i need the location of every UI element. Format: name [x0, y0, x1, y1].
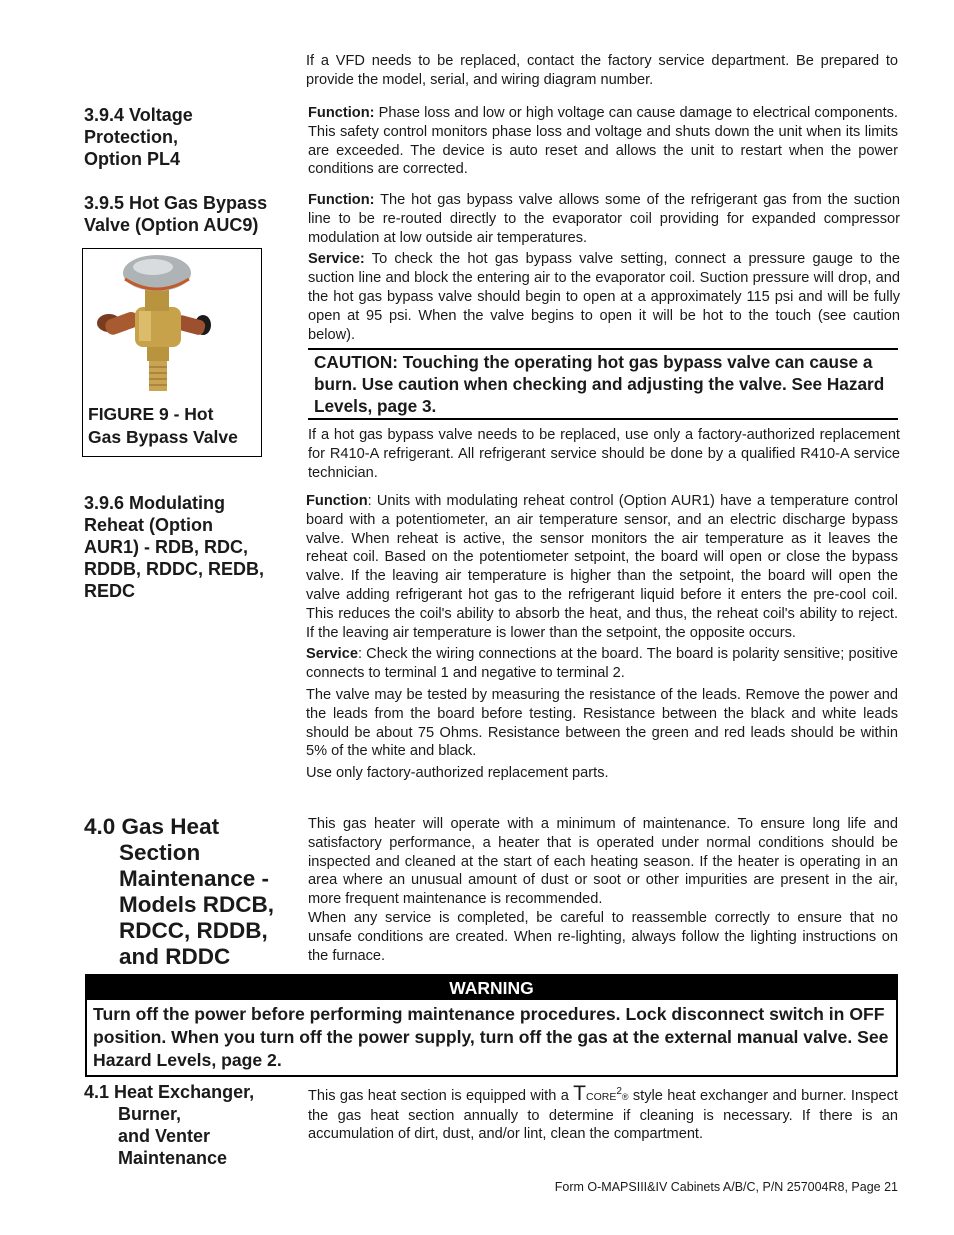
heading-line: and RDDC	[119, 944, 231, 969]
service-label: Service:	[308, 251, 365, 268]
heading-line: REDC	[84, 581, 136, 601]
heading-line: and Venter	[118, 1126, 211, 1146]
heading-line: RDCC, RDDB,	[119, 918, 268, 943]
intro-text: If a VFD needs to be replaced, contact the factory service department. Be prepared to provide the model, serial, and wiring diagram number.	[306, 53, 898, 88]
section-3-9-4-heading	[84, 104, 284, 170]
function-label: Function:	[308, 105, 375, 121]
function-text: : Units with modulating reheat control (Option AUR1) have a temperature control board with a potentiometer, an air temperature sensor, and an electric discharge bypass valve. When reheat is active, the sensor monitors the air temperature as it leaves the reheat coil. Based on the potentiometer setpoint, the board will open or close the bypass valve. If the leaving air temperature is higher than the setpoint, the board will open the valve adding refrigerant hot gas to the refrigerant liquid before it enters the pre-cool coil. This reduces the coil's ability to absorb the heat, and thus, the reheat coil's ability to reject. If the leaving air temperature is lower than the setpoint, the opposite occurs.	[306, 493, 898, 641]
heading-line: 4.0 Gas Heat	[84, 814, 220, 839]
heading-line: Maintenance -	[119, 866, 270, 891]
heat-exchanger-paragraph	[308, 1083, 898, 1144]
heading-line: 4.1 Heat Exchanger,	[84, 1082, 255, 1102]
intro-paragraph	[306, 52, 898, 90]
tcore-initial: T	[573, 1081, 586, 1105]
registered-mark: ®	[621, 1091, 629, 1102]
heading-line: Reheat (Option	[84, 515, 213, 535]
function-label: Function:	[308, 192, 375, 208]
warning-text: Turn off the power before performing maintenance procedures. Lock disconnect switch in OFF position. When you turn off the power supply, turn off the gas at the external manual valve. See Hazard Levels, page 2.	[93, 1004, 889, 1070]
section-3-9-5-heading	[84, 192, 294, 236]
figure-caption	[88, 403, 238, 449]
replace-paragraph	[308, 426, 900, 482]
valve-test-paragraph: The valve may be tested by measuring the resistance of the leads. Remove the power and the leads from the board before testing. Resistance between the black and white leads should be about 75 Ohms. Resistance between the green and red leads should be within 5% of the white and black.	[306, 686, 898, 760]
heading-line: AUR1) - RDB, RDC,	[84, 537, 248, 557]
caution-box	[308, 348, 898, 420]
function-paragraph	[308, 191, 900, 247]
caution-text: CAUTION: Touching the operating hot gas bypass valve can cause a burn. Use caution when checking and adjusting the valve. See Hazard Levels, page 3.	[314, 352, 885, 416]
caption-line: FIGURE 9 - Hot	[88, 404, 214, 424]
figure-9-box	[82, 248, 262, 457]
tcore-name: CORE	[585, 1090, 617, 1103]
heading-line: Maintenance	[118, 1148, 228, 1168]
function-label: Function	[306, 493, 368, 509]
warning-title: WARNING	[87, 976, 896, 1000]
heading-line: 3.9.5 Hot Gas Bypass	[84, 193, 268, 213]
section-3-9-4-body	[308, 104, 898, 179]
gas-heat-paragraph-1: This gas heater will operate with a minimum of maintenance. To ensure long life and satisfactory performance, a heater that is operated under normal conditions should be inspected and cleaned at the start of each heating season. If the heater is operating in an area where an unusual amount of dust or soot or other impurities are present in the air, more frequent maintenance is recommended.	[308, 816, 898, 908]
section-3-9-5-body	[308, 191, 900, 344]
function-paragraph	[308, 104, 898, 179]
heading-line: Option PL4	[84, 149, 180, 169]
heading-line: 3.9.6 Modulating	[84, 493, 226, 513]
section-4-0-body	[308, 815, 898, 965]
heading-line: Valve (Option AUC9)	[84, 215, 259, 235]
heading-line: RDDB, RDDC, REDB,	[84, 559, 264, 579]
section-3-9-6-heading	[84, 492, 294, 602]
service-text: To check the hot gas bypass valve setting, connect a pressure gauge to the suction line and block the entering air to the evaporator coil. Suction pressure will drop, and the hot gas bypass valve should begin to open at a approximately 115 psi and will be fully open at 95 psi. When the valve begins to open it will be hot to the touch (see caution below).	[308, 251, 900, 343]
heading-line: Protection,	[84, 127, 179, 147]
heading-line: Section	[119, 840, 201, 865]
page-footer: Form O-MAPSIII&IV Cabinets A/B/C, P/N 257004R8, Page 21	[554, 1180, 898, 1194]
function-text: The hot gas bypass valve allows some of the refrigerant gas from the suction line to be re-routed directly to the evaporator coil providing for expanded compressor modulation at low outside air temperatures.	[308, 192, 900, 246]
text-part: This gas heat section is equipped with a	[308, 1087, 574, 1104]
section-4-1-heading	[84, 1081, 294, 1169]
service-text: : Check the wiring connections at the board. The board is polarity sensitive; positive connects to terminal 1 and negative to terminal 2.	[306, 646, 898, 682]
heading-line: Burner,	[118, 1104, 182, 1124]
text-part: style heat exchanger and burner. Inspect the gas heat section annually to determine if cleaning is necessary. If there is an accumulation of dirt, dust, and/or lint, clean the compartment.	[308, 1087, 898, 1143]
service-label: Service	[306, 646, 358, 663]
caption-line: Gas Bypass Valve	[88, 427, 238, 447]
tcore-superscript: 2	[616, 1086, 622, 1097]
section-3-9-6-body	[306, 492, 898, 783]
function-paragraph	[306, 492, 898, 642]
hot-gas-bypass-valve-image	[83, 249, 261, 399]
parts-paragraph: Use only factory-authorized replacement parts.	[306, 765, 609, 782]
gas-heat-paragraph-2: When any service is completed, be careful to reassemble correctly to ensure that no unsafe conditions are created. When re-lighting, always follow the lighting instructions on the furnace.	[308, 909, 898, 964]
function-text: Phase loss and low or high voltage can cause damage to electrical components. This safety control monitors phase loss and voltage and shuts down the unit when its limits are exceeded. The device is auto reset and allows the unit to restart when the power conditions are corrected.	[308, 105, 898, 178]
section-4-1-body	[308, 1083, 898, 1144]
replace-text: If a hot gas bypass valve needs to be replaced, use only a factory-authorized replacement for R410-A refrigerant. All refrigerant service should be done by a qualified R410-A service technician.	[308, 427, 900, 481]
heading-line: 3.9.4 Voltage	[84, 105, 193, 125]
heading-line: Models RDCB,	[119, 892, 275, 917]
service-paragraph	[308, 250, 900, 344]
service-paragraph	[306, 645, 898, 683]
warning-box	[85, 974, 898, 1077]
section-4-0-heading	[84, 814, 294, 970]
